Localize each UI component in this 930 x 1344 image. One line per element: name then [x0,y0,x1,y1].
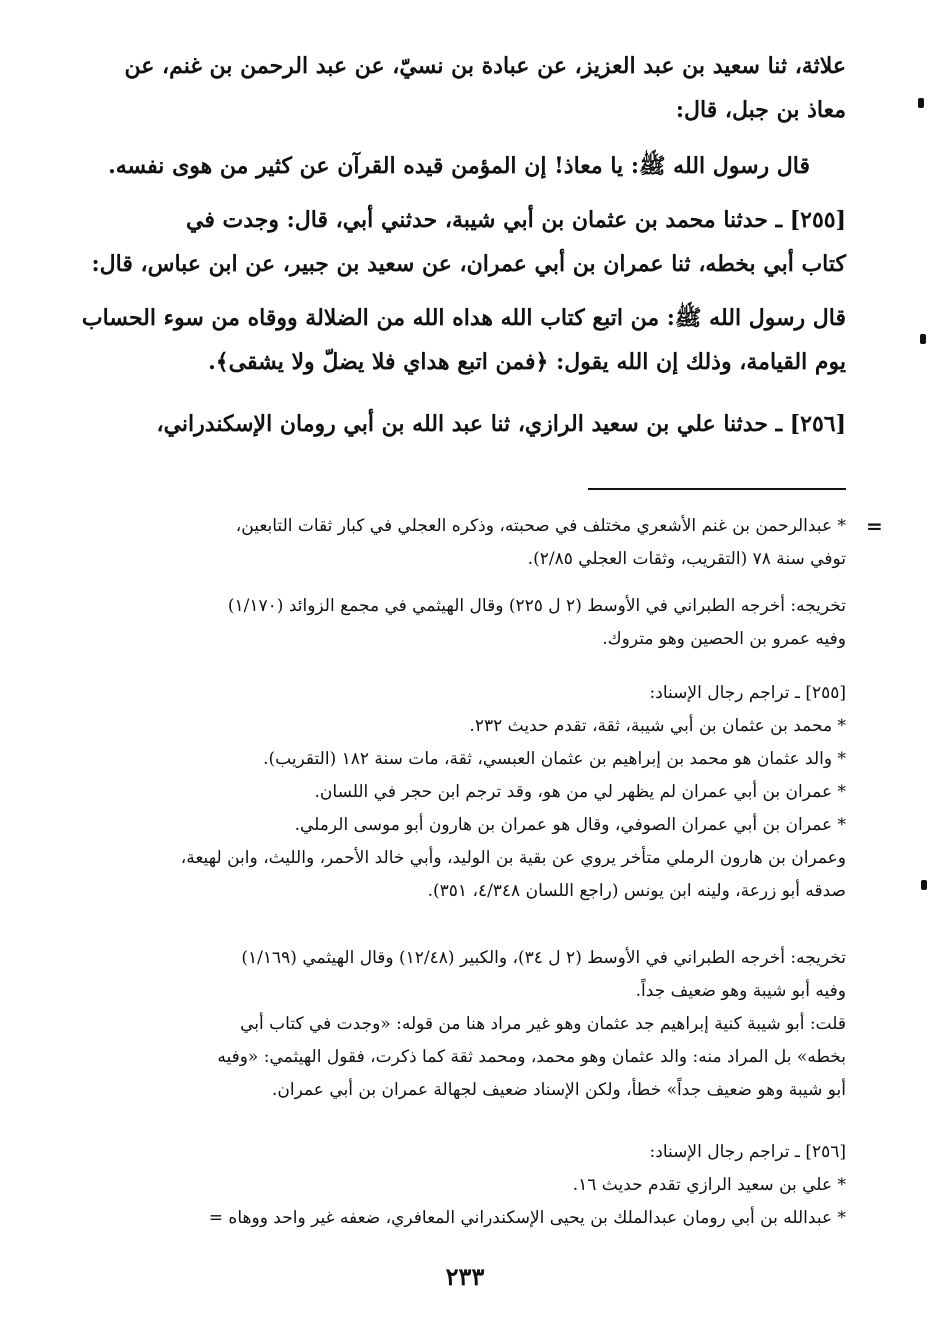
footnote-1 [40,510,846,576]
footnote-line: تخريجه: أخرجه الطبراني في الأوسط (٢ ل ٣٤)، والكبير (١٢/٤٨) وقال الهيثمي (١/١٦٩) [241,948,846,968]
main-paragraph-4 [40,296,846,384]
footnote-line: * عمران بن أبي عمران الصوفي، وقال هو عمران بن هارون أبو موسى الرملي. [294,815,846,835]
footnote-line: * عمران بن أبي عمران لم يظهر لي من هو، وقد ترجم ابن حجر في اللسان. [314,782,846,802]
page-number: ٢٣٣ [445,1262,485,1291]
footnote-line: * محمد بن عثمان بن أبي شيبة، ثقة، تقدم حديث ٢٣٢. [469,716,846,736]
footnote-line: قلت: أبو شيبة كنية إبراهيم جد عثمان وهو غير مراد هنا من قوله: «وجدت في كتاب أبي [240,1014,846,1034]
main-line: معاذ بن جبل، قال: [675,97,846,123]
footnote-line: وعمران بن هارون الرملي متأخر يروي عن بقية بن الوليد، وأبي خالد الأحمر، والليث، وابن لهيعة، [180,848,846,868]
footnote-line: * عبدالله بن أبي رومان عبدالملك بن يحيى الإسكندراني المعافري، ضعفه غير واحد ووهاه = [208,1208,846,1228]
main-line: كتاب أبي بخطه، ثنا عمران بن أبي عمران، عن سعيد بن جبير، عن ابن عباس، قال: [91,251,846,277]
footnote-line: * علي بن سعيد الرازي تقدم حديث ١٦. [572,1175,846,1195]
hadith-255 [40,198,846,286]
footnote-line: صدقه أبو زرعة، ولينه ابن يونس (راجع اللسان ٤/٣٤٨، ٣٥١). [427,881,846,901]
main-line: علاثة، ثنا سعيد بن عبد العزيز، عن عبادة بن نسيّ، عن عبد الرحمن بن غنم، عن [124,53,846,79]
margin-dot [921,880,927,890]
footnote-2 [40,590,846,656]
main-line: يوم القيامة، وذلك إن الله يقول: ﴿فمن اتبع هداي فلا يضلّ ولا يشقى﴾. [208,349,846,375]
footnote-heading: [٢٥٥] ـ تراجم رجال الإسناد: [649,683,846,703]
footnote-line: وفيه عمرو بن الحصين وهو متروك. [602,629,846,649]
footnote-separator [588,488,846,490]
footnote-heading: [٢٥٦] ـ تراجم رجال الإسناد: [649,1142,846,1162]
footnote-line: أبو شيبة وهو ضعيف جداً» خطأ، ولكن الإسناد ضعيف لجهالة عمران بن أبي عمران. [271,1080,846,1100]
footnote-line: توفي سنة ٧٨ (التقريب، وثقات العجلي ٢/٨٥). [527,549,846,569]
footnote-line: تخريجه: أخرجه الطبراني في الأوسط (٢ ل ٢٢٥) وقال الهيثمي في مجمع الزوائد (١/١٧٠) [227,596,846,616]
main-line: [٢٥٥] ـ حدثنا محمد بن عثمان بن أبي شيبة، حدثني أبي، قال: وجدت في [185,207,846,233]
hadith-256 [40,402,846,446]
main-line: قال رسول الله ﷺ: يا معاذ! إن المؤمن قيده القرآن عن كثير من هوى نفسه. [108,153,810,179]
footnote-line: * عبدالرحمن بن غنم الأشعري مختلف في صحبته، وذكره العجلي في كبار ثقات التابعين، [235,516,846,536]
main-paragraph-2 [40,144,810,188]
margin-dot [918,98,924,108]
continuation-mark: = [866,514,883,538]
footnote-255-narrators [40,677,846,908]
footnote-line: وفيه أبو شيبة وهو ضعيف جداً. [635,981,846,1001]
footnote-255-takhrij [40,942,846,1107]
main-line: [٢٥٦] ـ حدثنا علي بن سعيد الرازي، ثنا عبد الله بن أبي رومان الإسكندراني، [156,411,846,437]
footnote-line: بخطه» بل المراد منه: والد عثمان وهو محمد، ومحمد ثقة كما ذكرت، فقول الهيثمي: «وفيه [217,1047,846,1067]
margin-dot [920,334,926,344]
main-line: قال رسول الله ﷺ: من اتبع كتاب الله هداه الله من الضلالة ووقاه من سوء الحساب [81,305,846,331]
footnote-256-narrators [40,1136,846,1235]
footnote-line: * والد عثمان هو محمد بن إبراهيم بن عثمان العبسي، ثقة، مات سنة ١٨٢ (التقريب). [263,749,846,769]
main-paragraph-1 [40,44,846,132]
